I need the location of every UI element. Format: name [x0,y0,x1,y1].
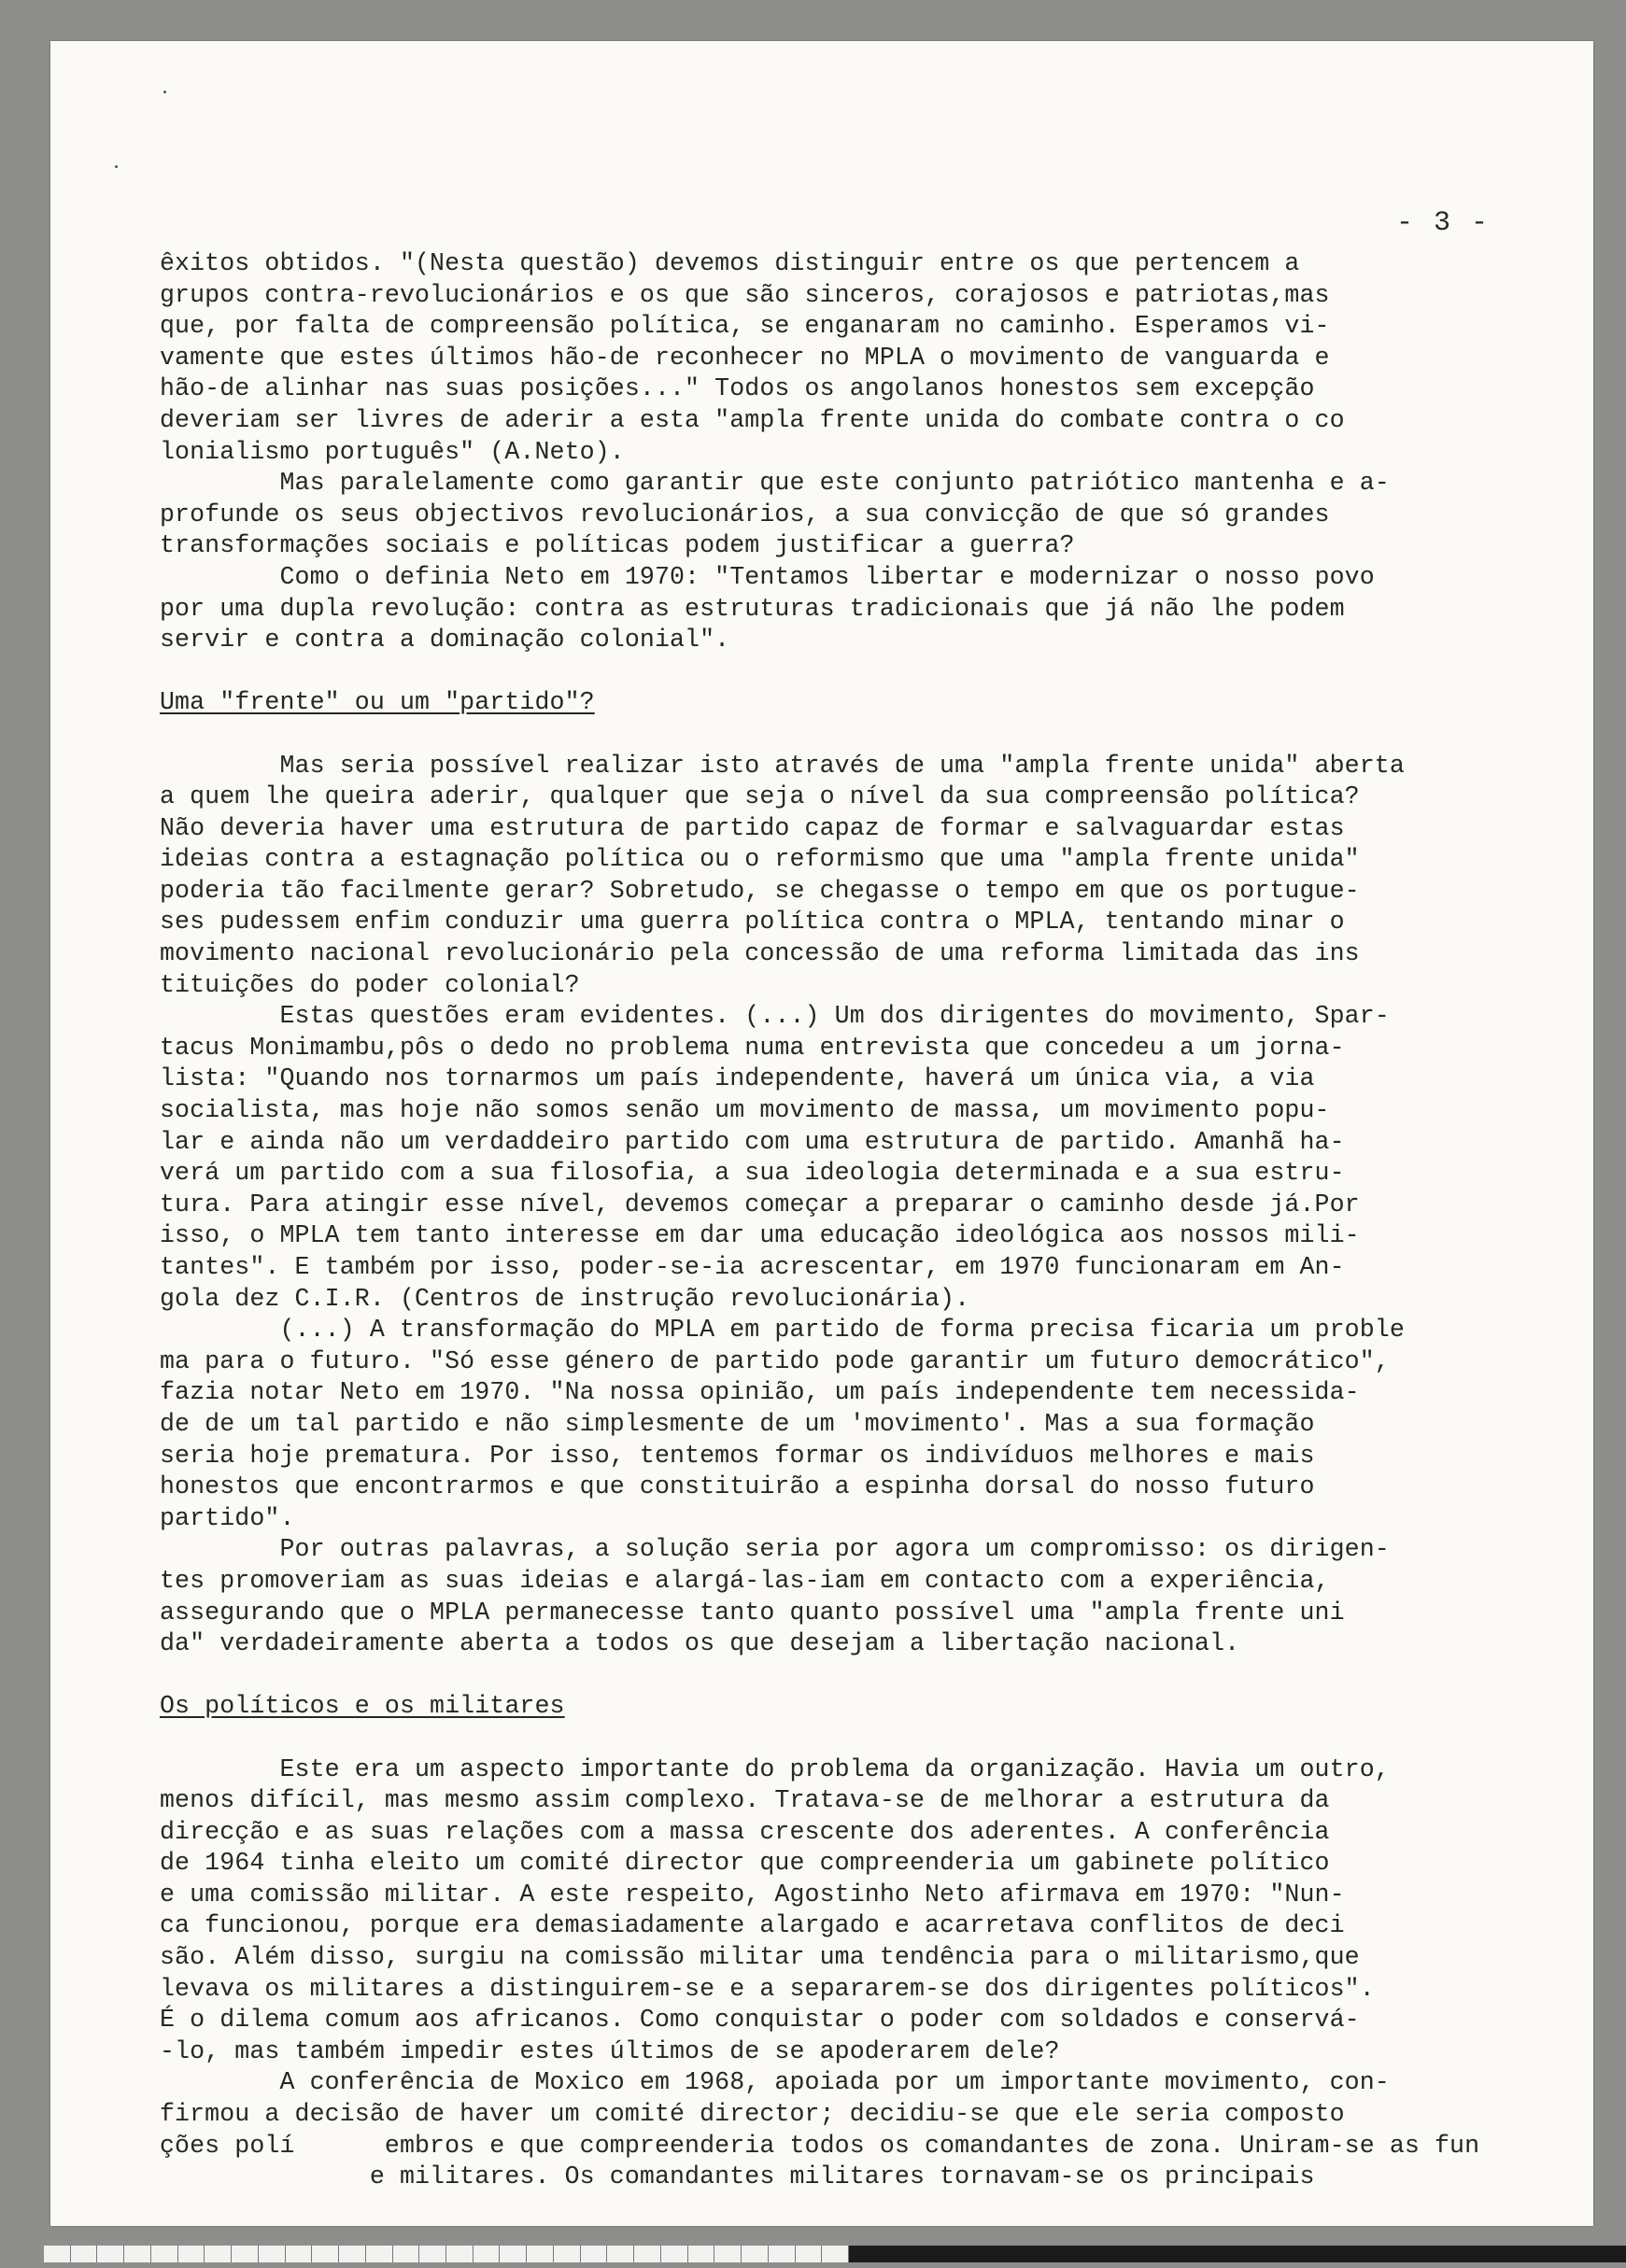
text-line: Este era um aspecto importante do problema da organização. Havia um outro, [160,1754,1390,1783]
text-line: tura. Para atingir esse nível, devemos começar a preparar o caminho desde já.Por [160,1190,1360,1219]
section-heading: Os políticos e os militares [160,1692,565,1721]
text-line: tacus Monimambu,pôs o dedo no problema numa entrevista que concedeu a um jorna- [160,1033,1345,1062]
text-line: partido". [160,1503,295,1532]
text-line: são. Além disso, surgiu na comissão militar uma tendência para o militarismo,que [160,1943,1360,1972]
text-line: lar e ainda não um verdaddeiro partido com uma estrutura de partido. Amanhã ha- [160,1127,1345,1156]
text-line [160,1660,1570,1692]
text-line: gola dez C.I.R. (Centros de instrução revolucionária). [160,1284,970,1313]
text-line: direcção e as suas relações com a massa crescente dos aderentes. A conferência [160,1817,1330,1846]
text-line: e uma comissão militar. A este respeito, Agostinho Neto afirmava em 1970: "Nun- [160,1880,1345,1909]
scale-ruler [44,2246,1626,2262]
paper-speck [115,165,118,168]
text-line: lonialismo português" (A.Neto). [160,437,625,466]
text-line: Não deveria haver uma estrutura de partido capaz de formar e salvaguardar estas [160,813,1345,842]
text-line: êxitos obtidos. "(Nesta questão) devemos distinguir entre os que pertencem a [160,249,1300,277]
text-line: assegurando que o MPLA permanecesse tanto quanto possível uma "ampla frente uni [160,1598,1345,1627]
text-line [160,719,1570,751]
text-line: isso, o MPLA tem tanto interesse em dar uma educação ideológica aos nossos mili- [160,1221,1360,1250]
text-line: transformações sociais e políticas podem justificar a guerra? [160,531,1075,560]
text-line: A conferência de Moxico em 1968, apoiada por um importante movimento, con- [160,2068,1390,2097]
text-line: servir e contra a dominação colonial". [160,626,730,655]
text-line: tituições do poder colonial? [160,970,580,999]
text-line: lista: "Quando nos tornarmos um país independente, haverá um única via, a via [160,1064,1315,1093]
text-line: (...) A transformação do MPLA em partido de forma precisa ficaria um proble [160,1316,1405,1345]
text-line [160,656,1570,688]
text-line: Por outras palavras, a solução seria por agora um compromisso: os dirigen- [160,1535,1390,1564]
text-line: que, por falta de compreensão política, se enganaram no caminho. Esperamos vi- [160,312,1330,341]
text-line: vamente que estes últimos hão-de reconhecer no MPLA o movimento de vanguarda e [160,343,1330,372]
text-line: menos difícil, mas mesmo assim complexo. Tratava-se de melhorar a estrutura da [160,1786,1330,1815]
text-line: ca funcionou, porque era demasiadamente alargado e acarretava conflitos de deci [160,1911,1345,1940]
text-line: de 1964 tinha eleito um comité director que compreenderia um gabinete político [160,1849,1330,1878]
text-line: grupos contra-revolucionários e os que são sinceros, corajosos e patriotas,mas [160,280,1330,309]
text-line: -lo, mas também impedir estes últimos de se apoderarem dele? [160,2036,1060,2065]
typed-text-body [160,248,1570,2193]
text-line: tes promoveriam as suas ideias e alargá-las-iam em contacto com a experiência, [160,1566,1330,1595]
text-line: Estas questões eram evidentes. (...) Um dos dirigentes do movimento, Spar- [160,1002,1390,1031]
paper-speck [163,91,166,93]
text-line: movimento nacional revolucionário pela concessão de uma reforma limitada das ins [160,939,1360,968]
text-line: Como o definia Neto em 1970: "Tentamos libertar e modernizar o nosso povo [160,562,1375,591]
text-line: ções polí embros e que compreenderia todos os comandantes de zona. Uniram-se as fun [160,2131,1480,2160]
text-line: firmou a decisão de haver um comité director; decidiu-se que ele seria composto [160,2100,1345,2129]
text-line: hão-de alinhar nas suas posições..." Todos os angolanos honestos sem excepção [160,374,1315,403]
text-line: levava os militares a distinguirem-se e a separarem-se dos dirigentes políticos". [160,1974,1375,2003]
text-line: profunde os seus objectivos revolucionários, a sua convicção de que só grandes [160,500,1330,528]
text-line: a quem lhe queira aderir, qualquer que seja o nível da sua compreensão política? [160,782,1360,811]
text-line: seria hoje prematura. Por isso, tentemos formar os indivíduos melhores e mais [160,1441,1315,1470]
text-line: deveriam ser livres de aderir a esta "ampla frente unida do combate contra o co [160,405,1345,434]
text-line: de de um tal partido e não simplesmente de um 'movimento'. Mas a sua formação [160,1409,1315,1438]
text-line: Mas paralelamente como garantir que este conjunto patriótico mantenha e a- [160,469,1390,498]
text-line: É o dilema comum aos africanos. Como conquistar o poder com soldados e conservá- [160,2006,1360,2035]
text-line [160,1723,1570,1754]
page-number: - 3 - [1396,207,1491,239]
text-line: verá um partido com a sua filosofia, a sua ideologia determinada e a sua estru- [160,1159,1345,1188]
text-line: por uma dupla revolução: contra as estruturas tradicionais que já não lhe podem [160,594,1345,623]
text-line: tantes". E também por isso, poder-se-ia acrescentar, em 1970 funcionaram em An- [160,1253,1345,1281]
text-line: fazia notar Neto em 1970. "Na nossa opinião, um país independente tem necessida- [160,1378,1360,1407]
text-line: socialista, mas hoje não somos senão um movimento de massa, um movimento popu- [160,1096,1330,1125]
section-heading: Uma "frente" ou um "partido"? [160,688,595,717]
text-line: ses pudessem enfim conduzir uma guerra política contra o MPLA, tentando minar o [160,908,1345,937]
text-line: e militares. Os comandantes militares tornavam-se os principais [160,2162,1315,2191]
text-line: ma para o futuro. "Só esse género de partido pode garantir um futuro democrático", [160,1346,1390,1375]
text-line: poderia tão facilmente gerar? Sobretudo, se chegasse o tempo em que os portugue- [160,876,1360,905]
text-line: Mas seria possível realizar isto através de uma "ampla frente unida" aberta [160,751,1405,780]
text-line: da" verdadeiramente aberta a todos os que desejam a libertação nacional. [160,1629,1240,1658]
text-line: ideias contra a estagnação política ou o reformismo que uma "ampla frente unida" [160,845,1360,874]
text-line: honestos que encontrarmos e que constituirão a espinha dorsal do nosso futuro [160,1472,1315,1501]
